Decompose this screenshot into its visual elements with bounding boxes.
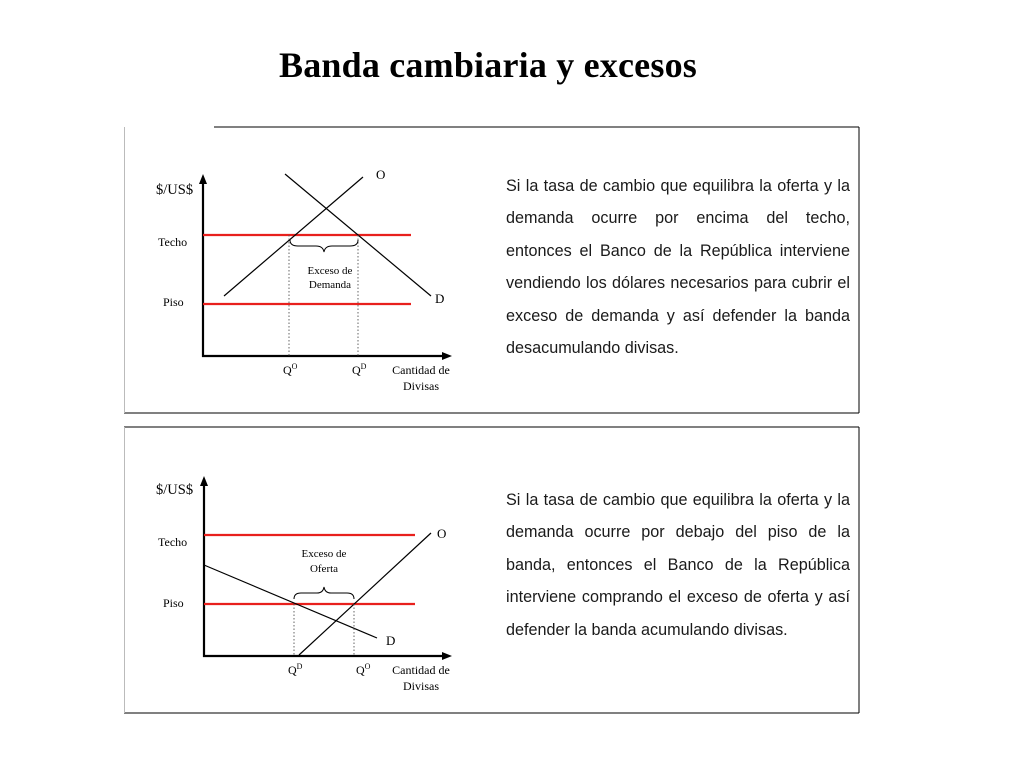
demand-curve-label: D <box>435 291 445 306</box>
x-axis-arrow <box>442 652 452 660</box>
floor-label: Piso <box>163 596 184 610</box>
q-left-label: $Q^O$ <box>283 362 298 377</box>
q-left-label: $Q^D$ <box>288 662 303 677</box>
excess-label-line1: Exceso de <box>301 548 347 560</box>
excess-brace <box>294 587 354 599</box>
supply-curve-label: O <box>437 526 447 541</box>
excess-brace <box>290 240 358 252</box>
excess-label-line2: Demanda <box>308 279 352 291</box>
y-axis-label: $/US$ <box>156 182 194 198</box>
x-axis-label-line2: Divisas <box>403 679 439 693</box>
floor-label: Piso <box>163 295 184 309</box>
panel-description: Si la tasa de cambio que equilibra la oferta y la demanda ocurre por encima del techo, entonces el Banco de la República interviene vendiendo los dólares necesarios para cubrir el exceso de demanda y así defender la banda desacumulando divisas. <box>506 177 850 358</box>
supply-demand-graph <box>124 126 484 413</box>
panel-excess-supply <box>124 426 860 713</box>
supply-curve-label: O <box>376 167 386 182</box>
ceiling-label: Techo <box>158 235 188 249</box>
y-axis-arrow <box>200 476 208 486</box>
slide-title: Banda cambiaria y excesos <box>279 45 697 85</box>
demand-curve-label: D <box>386 633 396 648</box>
x-axis-label-line1: Cantidad de <box>392 363 450 377</box>
x-axis-label-line2: Divisas <box>403 379 439 393</box>
y-axis-label: $/US$ <box>156 482 194 498</box>
q-right-label: $Q^D$ <box>352 362 367 377</box>
panel-excess-demand <box>124 126 860 413</box>
excess-label-line2: Oferta <box>309 563 339 575</box>
q-right-label: $Q^O$ <box>356 662 371 677</box>
y-axis-arrow <box>199 174 207 184</box>
demand-curve <box>204 565 377 638</box>
excess-label-line1: Exceso de <box>307 265 353 277</box>
x-axis-label-line1: Cantidad de <box>392 663 450 677</box>
supply-demand-graph <box>124 426 484 713</box>
panel-description: Si la tasa de cambio que equilibra la oferta y la demanda ocurre por debajo del piso de la banda, entonces el Banco de la República interviene comprando el exceso de oferta y así defender la banda acumulando divisas. <box>506 491 850 639</box>
ceiling-label: Techo <box>158 535 188 549</box>
x-axis-arrow <box>442 352 452 360</box>
